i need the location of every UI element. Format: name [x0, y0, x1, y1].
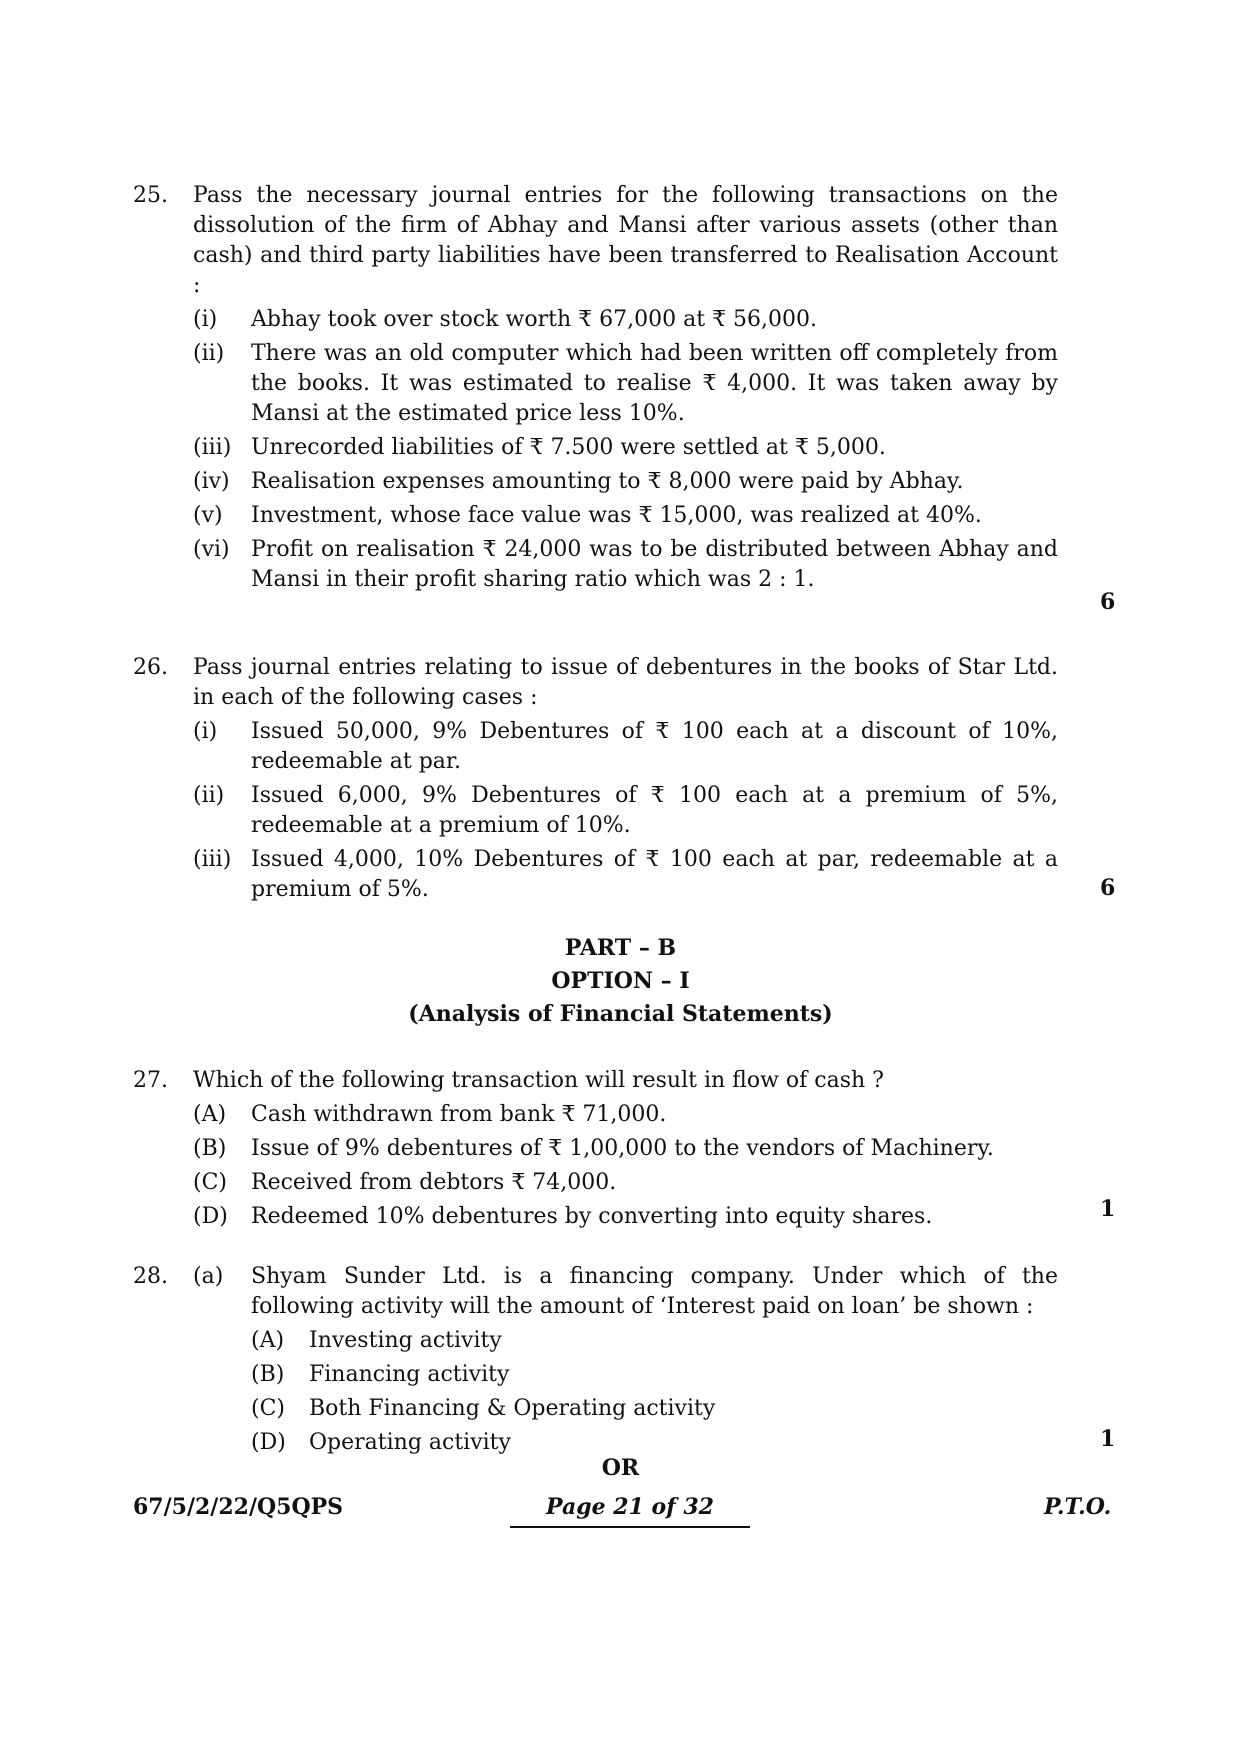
- list-item: [251, 1326, 1058, 1356]
- question-text: Pass journal entries relating to issue of debentures in the books of Star Ltd. in each of the following cases :: [193, 655, 1058, 710]
- list-item: [193, 717, 1058, 777]
- list-item: [193, 1168, 1058, 1198]
- item-text: Realisation expenses amounting to ₹ 8,000 were paid by Abhay.: [251, 469, 964, 494]
- item-label: (vi): [193, 537, 230, 562]
- section-subtitle: (Analysis of Financial Statements): [408, 1001, 833, 1027]
- question-28-stem: [133, 1262, 1058, 1322]
- marks-q26: 6: [1100, 875, 1116, 901]
- list-item: [193, 339, 1058, 429]
- page-number: Page 21 of 32: [510, 1494, 750, 1528]
- item-text: Issued 4,000, 10% Debentures of ₹ 100 each at par, redeemable at a premium of 5%.: [251, 847, 1058, 902]
- pto-label: P.T.O.: [1044, 1494, 1112, 1520]
- option-label: (A): [251, 1328, 285, 1353]
- option-label: (B): [251, 1362, 285, 1387]
- option-label: (A): [193, 1102, 227, 1127]
- question-27-stem: [133, 1066, 1058, 1096]
- option-label: (C): [193, 1170, 227, 1195]
- list-item: [251, 1394, 1058, 1424]
- list-item: [193, 781, 1058, 841]
- item-text: Issued 50,000, 9% Debentures of ₹ 100 each at a discount of 10%, redeemable at par.: [251, 719, 1058, 774]
- option-label: (D): [251, 1430, 286, 1455]
- question-number: 25.: [133, 183, 168, 208]
- marks-q25: 6: [1100, 589, 1116, 615]
- option-label: (C): [251, 1396, 285, 1421]
- item-text: There was an old computer which had been written off completely from the books. It was estimated to realise ₹ 4,000. It was taken away by Mansi at the estimated price less 10%.: [251, 341, 1058, 426]
- option-text: Investing activity: [309, 1328, 502, 1353]
- question-26: [133, 653, 1058, 905]
- option-text: Issue of 9% debentures of ₹ 1,00,000 to the vendors of Machinery.: [251, 1136, 994, 1161]
- or-separator: OR: [601, 1455, 640, 1481]
- question-25: [133, 181, 1058, 595]
- option-text: Financing activity: [309, 1362, 510, 1387]
- item-text: Profit on realisation ₹ 24,000 was to be distributed between Abhay and Mansi in their profit sharing ratio which was 2 : 1.: [251, 537, 1058, 592]
- item-label: (i): [193, 307, 218, 332]
- option-text: Both Financing & Operating activity: [309, 1396, 716, 1421]
- item-label: (ii): [193, 341, 225, 366]
- item-text: Issued 6,000, 9% Debentures of ₹ 100 each at a premium of 5%, redeemable at a premium of 10%.: [251, 783, 1058, 838]
- item-text: Unrecorded liabilities of ₹ 7.500 were settled at ₹ 5,000.: [251, 435, 886, 460]
- question-25-stem: [133, 181, 1058, 301]
- question-26-stem: [133, 653, 1058, 713]
- item-text: Abhay took over stock worth ₹ 67,000 at ₹ 56,000.: [251, 307, 818, 332]
- option-text: Received from debtors ₹ 74,000.: [251, 1170, 617, 1195]
- question-text: Pass the necessary journal entries for the following transactions on the dissolution of the firm of Abhay and Mansi after various assets (other than cash) and third party liabilities have been transferred to Realisation Account :: [193, 183, 1058, 298]
- question-28: [133, 1262, 1058, 1458]
- option-text: Cash withdrawn from bank ₹ 71,000.: [251, 1102, 667, 1127]
- option-label: (D): [193, 1204, 228, 1229]
- marks-q27: 1: [1100, 1196, 1116, 1222]
- marks-q28: 1: [1100, 1426, 1116, 1452]
- option-heading: OPTION – I: [551, 968, 690, 994]
- part-heading: PART – B: [564, 935, 677, 961]
- option-text: Operating activity: [309, 1430, 511, 1455]
- list-item: [251, 1360, 1058, 1390]
- list-item: [193, 305, 1058, 335]
- list-item: [193, 433, 1058, 463]
- list-item: [193, 845, 1058, 905]
- list-item: [193, 1202, 1058, 1232]
- item-text: Investment, whose face value was ₹ 15,000, was realized at 40%.: [251, 503, 982, 528]
- list-item: [193, 467, 1058, 497]
- question-number: 28.: [133, 1264, 168, 1289]
- question-number: 27.: [133, 1068, 168, 1093]
- paper-code: 67/5/2/22/Q5QPS: [133, 1494, 344, 1520]
- item-label: (v): [193, 503, 223, 528]
- list-item: [193, 535, 1058, 595]
- list-item: [193, 1100, 1058, 1130]
- option-label: (B): [193, 1136, 227, 1161]
- question-text: Shyam Sunder Ltd. is a financing company. Under which of the following activity will the amount of ‘Interest paid on loan’ be shown :: [251, 1264, 1058, 1319]
- item-label: (iv): [193, 469, 230, 494]
- item-label: (iii): [193, 435, 232, 460]
- item-label: (i): [193, 719, 218, 744]
- option-text: Redeemed 10% debentures by converting into equity shares.: [251, 1204, 933, 1229]
- question-27: [133, 1066, 1058, 1232]
- list-item: [193, 501, 1058, 531]
- question-part-label: (a): [193, 1264, 224, 1289]
- item-label: (iii): [193, 847, 232, 872]
- item-label: (ii): [193, 783, 225, 808]
- list-item: [193, 1134, 1058, 1164]
- question-text: Which of the following transaction will result in flow of cash ?: [193, 1068, 884, 1093]
- question-number: 26.: [133, 655, 168, 680]
